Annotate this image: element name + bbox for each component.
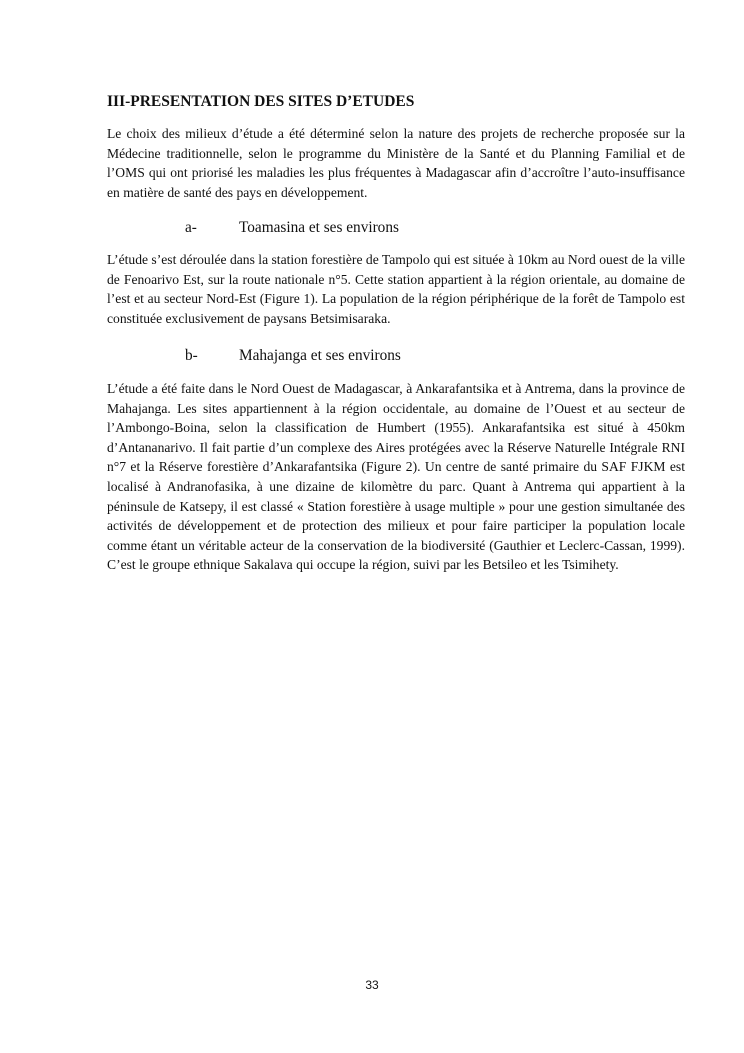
subsection-b-letter: b- [185,347,198,364]
subsection-b-title: Mahajanga et ses environs [239,347,401,364]
subsection-a-letter: a- [185,219,197,236]
subsection-a-title: Toamasina et ses environs [239,219,399,236]
subsection-a-paragraph: L’étude s’est déroulée dans la station forestière de Tampolo qui est située à 10km au Nord ouest de la ville de Fenoarivo Est, sur la route nationale n°5. Cette station appartient à la région orientale, au domaine de l’est et au secteur Nord-Est (Figure 1). La population de la région périphérique de la forêt de Tampolo est constituée exclusivement de paysans Betsimisaraka. [107,252,685,326]
subsection-b-paragraph: L’étude a été faite dans le Nord Ouest de Madagascar, à Ankarafantsika et à Antrema, dans la province de Mahajanga. Les sites appartiennent à la région occidentale, au domaine de l’Ouest et au secteur de l’Ambongo-Boina, selon la classification de Humbert (1955). Ankarafantsika est situé à 450km d’Antananarivo. Il fait partie d’un complexe des Aires protégées avec la Réserve Naturelle Intégrale RNI n°7 et la Réserve forestière d’Ankarafantsika (Figure 2). Un centre de santé primaire du SAF FJKM est localisé à Andranofasika, à une dizaine de kilomètre du parc. Quant à Antrema qui appartient à la péninsule de Katsepy, il est classé « Station forestière à usage multiple » pour une gestion simultanée des activités de développement et de protection des milieux et pour faire participer la population locale comme étant un véritable acteur de la conservation de la biodiversité (Gauthier et Leclerc-Cassan, 1999). C’est le groupe ethnique Sakalava qui occupe la région, suivi par les Betsileo et les Tsimihety. [107,381,685,573]
section-heading: III-PRESENTATION DES SITES D’ETUDES [107,93,415,110]
intro-paragraph: Le choix des milieux d’étude a été déterminé selon la nature des projets de recherche proposée sur la Médecine traditionnelle, selon le programme du Ministère de la Santé et du Planning Familial et de l’OMS qui ont priorisé les maladies les plus fréquentes à Madagascar afin d’accroître l’auto-insuffisance en matière de santé des pays en développement. [107,126,685,200]
page-number: 33 [365,978,379,992]
